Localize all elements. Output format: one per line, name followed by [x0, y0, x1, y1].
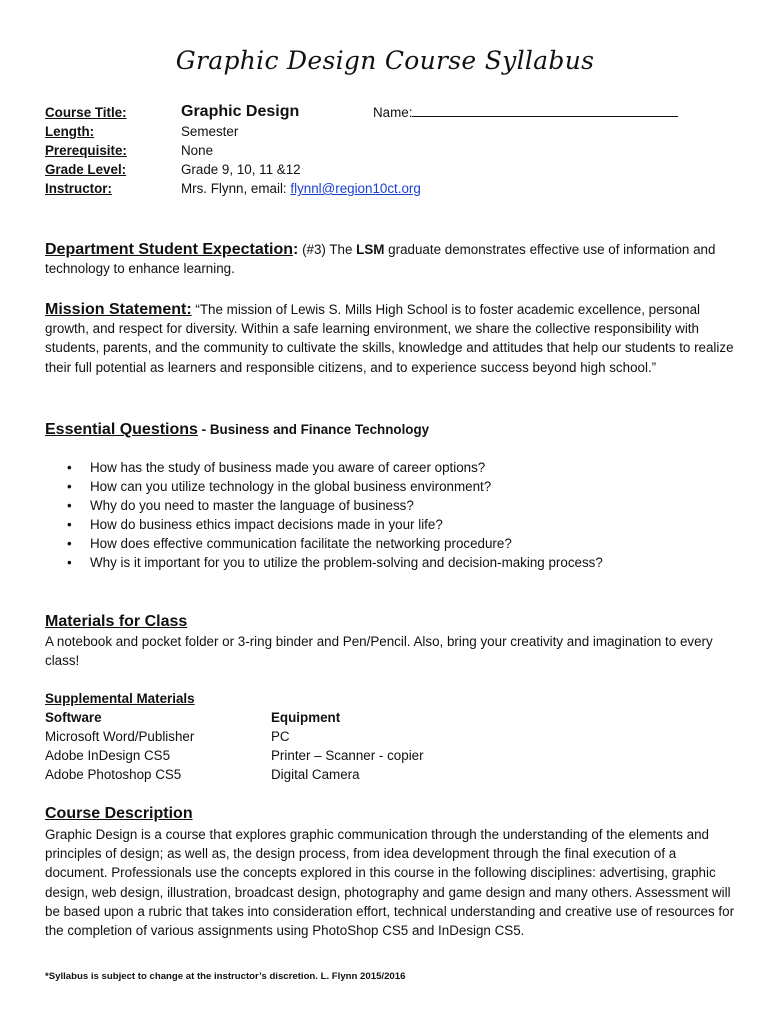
instructor-label: Instructor: — [45, 181, 112, 196]
eq-subheading: Business and Finance Technology — [209, 422, 430, 437]
dse-text-a: (#3) The — [298, 242, 357, 257]
question-text: Why do you need to master the language of business? — [90, 498, 414, 514]
eq-heading: Essential Questions — [45, 421, 198, 438]
length-value: Semester — [181, 124, 239, 139]
bullet-icon: • — [67, 536, 72, 552]
materials-heading: Materials for Class — [45, 613, 188, 630]
question-text: How does effective communication facilitate the networking procedure? — [90, 536, 512, 552]
list-item: PC — [271, 729, 290, 744]
bullet-icon: • — [67, 460, 72, 475]
prerequisite-label: Prerequisite: — [45, 143, 127, 158]
list-item — [45, 496, 735, 515]
question-text: How has the study of business made you aware of career options? — [90, 460, 486, 475]
list-item — [45, 534, 735, 553]
dse-colon: : — [293, 241, 299, 258]
list-item — [45, 458, 735, 477]
essential-questions-list — [45, 458, 735, 573]
mission-statement — [45, 300, 735, 377]
grade-level-label: Grade Level: — [45, 162, 127, 177]
materials-heading-row — [45, 612, 735, 631]
dse-lsm: LSM — [356, 242, 385, 257]
dse-text-b: graduate demonstrates effective use of information and technology to enhance learning. — [45, 242, 716, 277]
bullet-icon: • — [67, 498, 72, 514]
bullet-icon: • — [67, 517, 72, 533]
grade-level-value: Grade 9, 10, 11 &12 — [181, 162, 301, 177]
equipment-column — [271, 708, 424, 784]
materials-text: A notebook and pocket folder or 3-ring binder and Pen/Pencil. Also, bring your creativity and imagination to every class! — [45, 634, 713, 669]
software-label: Software — [45, 710, 102, 725]
eq-dash: - — [197, 422, 210, 437]
instructor-email-link[interactable]: flynnl@region10ct.org — [290, 181, 421, 196]
mission-heading: Mission Statement: — [45, 301, 192, 318]
instructor-name: Mrs. Flynn, email: — [181, 181, 291, 196]
description-heading-row — [45, 804, 735, 823]
question-text: Why is it important for you to utilize the problem-solving and decision-making process? — [90, 555, 603, 571]
list-item: Adobe InDesign CS5 — [45, 748, 171, 763]
list-item: Microsoft Word/Publisher — [45, 729, 195, 744]
list-item: Adobe Photoshop CS5 — [45, 767, 182, 782]
question-text: How can you utilize technology in the global business environment? — [90, 479, 492, 495]
department-expectation — [45, 240, 735, 278]
list-item — [45, 515, 735, 534]
instructor-value — [181, 181, 421, 196]
prerequisite-value: None — [181, 143, 214, 158]
document-title: Graphic Design Course Syllabus — [175, 46, 595, 75]
course-title-value: Graphic Design — [181, 103, 300, 120]
list-item — [45, 553, 735, 572]
supplemental-heading: Supplemental Materials — [45, 691, 195, 706]
name-label: Name: — [373, 105, 413, 120]
mission-text: “The mission of Lewis S. Mills High School is to foster academic excellence, personal growth, and respect for diversity. Within a safe learning environment, we share the collective responsibility with students, parents, and the community to cultivate the skills, knowledge and attitudes that help our students to realize their full potential as learners and responsible citizens, and to experience success beyond high school.” — [45, 302, 734, 375]
equipment-label: Equipment — [271, 710, 341, 725]
footer-note: *Syllabus is subject to change at the instructor’s discretion. L. Flynn 2015/2016 — [45, 971, 406, 982]
question-text: How do business ethics impact decisions made in your life? — [90, 517, 443, 533]
software-column — [45, 708, 194, 784]
essential-questions-header — [45, 420, 735, 439]
bullet-icon: • — [67, 479, 72, 495]
length-label: Length: — [45, 124, 95, 139]
bullet-icon: • — [67, 555, 72, 571]
supplemental-heading-row — [45, 689, 735, 708]
description-heading: Course Description — [45, 805, 193, 822]
list-item: Printer – Scanner - copier — [271, 748, 424, 763]
description-text: Graphic Design is a course that explores graphic communication through the understanding of the elements and principles of design; as well as, the design process, from idea development through the final execution of a document. Professionals use the concepts explored in this course in the following disciplines: advertising, graphic design, web design, illustration, broadcast design, photography and game design and many others. Assessment will be based upon a rubric that takes into consideration effort, technical understanding and creative use of resources for the completion of various assignments using PhotoShop CS5 and InDesign CS5. — [45, 827, 735, 939]
name-field[interactable] — [373, 104, 678, 120]
course-title-label: Course Title: — [45, 105, 127, 120]
list-item — [45, 477, 735, 496]
dse-heading: Department Student Expectation — [45, 241, 294, 258]
list-item: Digital Camera — [271, 767, 360, 782]
name-blank-line[interactable] — [412, 104, 678, 117]
